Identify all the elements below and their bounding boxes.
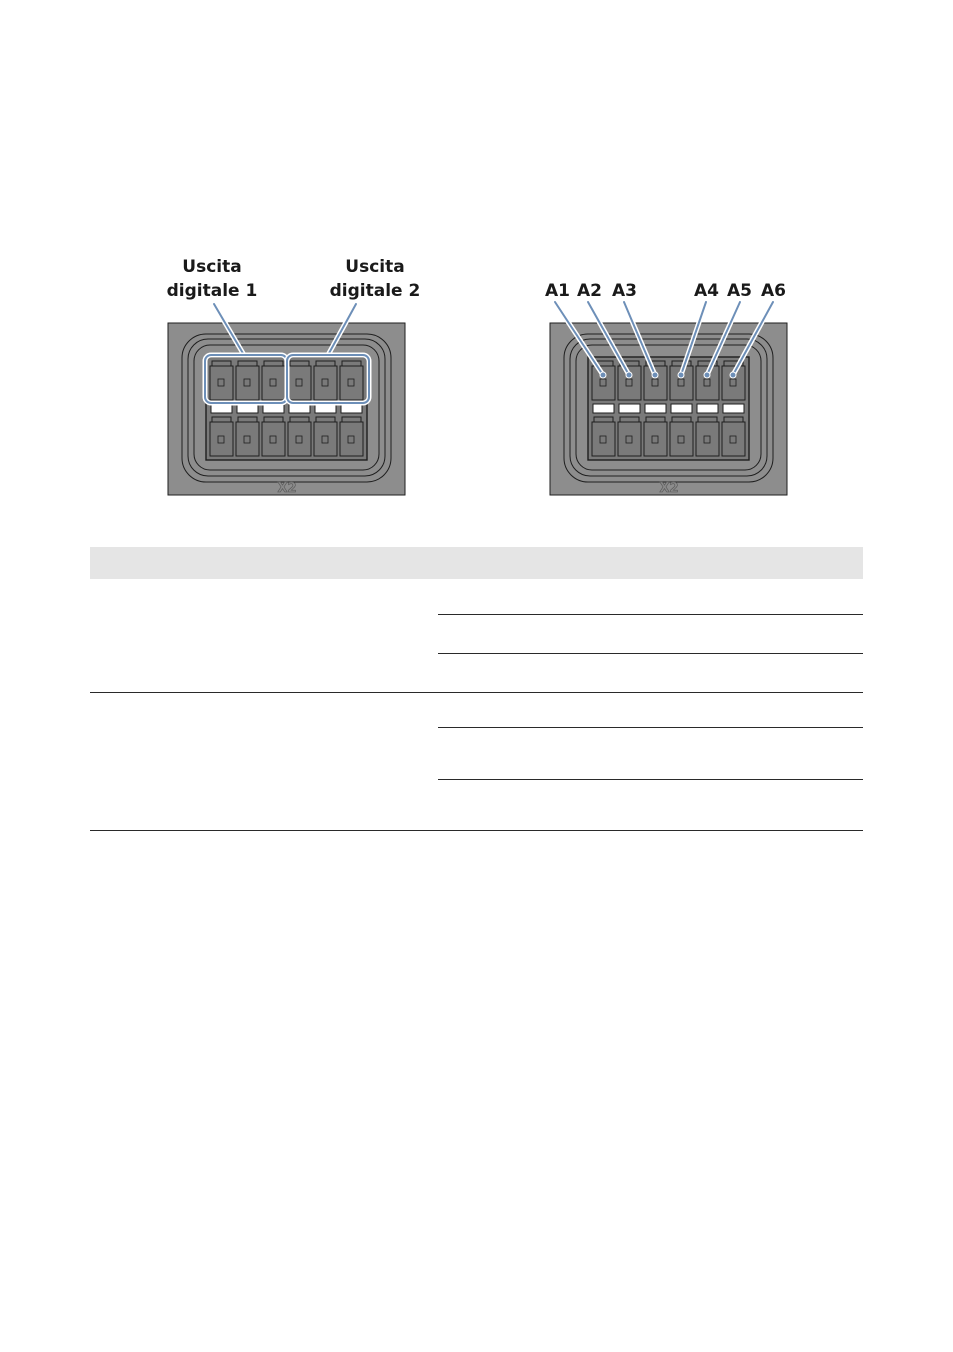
pin-label-a1: A1 — [545, 281, 570, 301]
connector-mark-right: X2 — [659, 481, 679, 496]
terminal-bottom — [722, 422, 745, 456]
terminal-bottom — [644, 422, 667, 456]
terminal-bottom — [314, 422, 337, 456]
table-group-divider — [90, 692, 863, 693]
pin-label-a4: A4 — [694, 281, 719, 301]
connector-x2-left — [168, 323, 405, 495]
callout-dot — [600, 372, 606, 378]
table-row-divider — [438, 727, 863, 728]
terminal-top — [314, 366, 337, 400]
callout-dot — [730, 372, 736, 378]
terminal-separator — [619, 404, 640, 413]
terminal-separator — [645, 404, 666, 413]
terminal-separator — [697, 404, 718, 413]
pin-label-a3: A3 — [612, 281, 637, 301]
terminal-top — [592, 366, 615, 400]
terminal-bottom — [696, 422, 719, 456]
terminal-separator — [671, 404, 692, 413]
label-digital-output-1-line1: Uscita — [182, 257, 242, 277]
terminal-top — [236, 366, 259, 400]
pin-label-a2: A2 — [577, 281, 602, 301]
terminal-bottom — [262, 422, 285, 456]
terminal-top — [288, 366, 311, 400]
terminal-top — [262, 366, 285, 400]
callout-dot — [652, 372, 658, 378]
terminal-separator — [593, 404, 614, 413]
label-digital-output-2-line1: Uscita — [345, 257, 405, 277]
terminal-bottom — [210, 422, 233, 456]
label-digital-output-1-line2: digitale 1 — [166, 281, 258, 301]
terminal-bottom — [340, 422, 363, 456]
table-header-row — [90, 547, 863, 579]
terminal-bottom — [618, 422, 641, 456]
table-bottom-rule — [90, 830, 863, 831]
terminal-bottom — [236, 422, 259, 456]
table-row-divider — [438, 779, 863, 780]
terminal-top — [210, 366, 233, 400]
table-row-divider — [438, 653, 863, 654]
callout-dot — [704, 372, 710, 378]
label-digital-output-2-line2: digitale 2 — [329, 281, 421, 301]
terminal-top — [340, 366, 363, 400]
connector-mark-left: X2 — [277, 481, 297, 496]
pin-label-a5: A5 — [727, 281, 752, 301]
table-row-divider — [438, 614, 863, 615]
terminal-bottom — [670, 422, 693, 456]
terminal-bottom — [592, 422, 615, 456]
connector-diagrams — [0, 0, 953, 560]
pin-label-a6: A6 — [761, 281, 786, 301]
terminal-separator — [723, 404, 744, 413]
terminal-bottom — [288, 422, 311, 456]
callout-dot — [626, 372, 632, 378]
callout-dot — [678, 372, 684, 378]
